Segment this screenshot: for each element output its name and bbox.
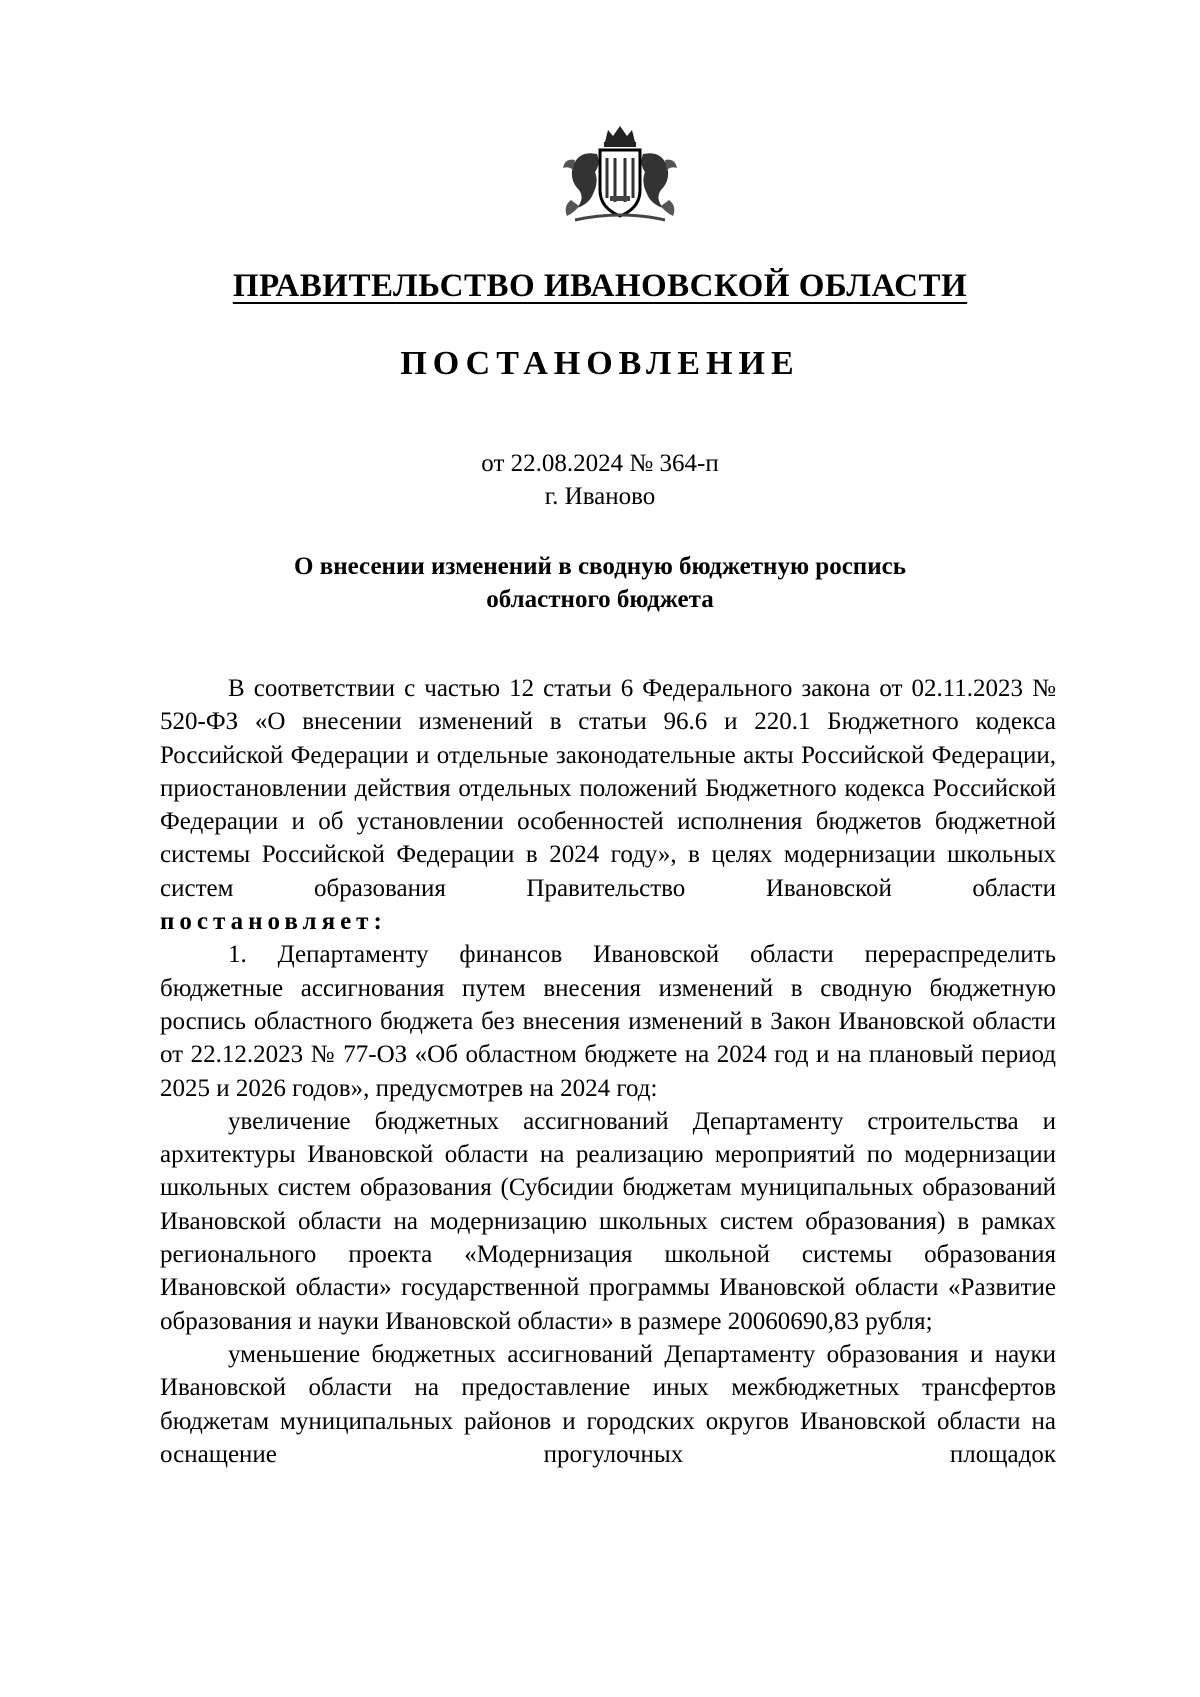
- document-city: г. Иваново: [544, 483, 656, 510]
- decree-word: постановляет: [160, 908, 374, 936]
- increase-paragraph: увеличение бюджетных ассигнований Департаменту строительства и архитектуры Ивановской области на реализацию мероприятий по модернизации школьных систем образования (Субсидии бюджетам муниципальных образований Ивановской области на модернизацию школьных систем образования) в рамках регионального проекта «Модернизация школьной системы образования Ивановской области» государственной программы Ивановской области «Развитие образования и науки Ивановской области» в размере 20060690,83 рубля;: [160, 1107, 1056, 1335]
- document-subject: [0, 550, 1200, 616]
- document-type: ПОСТАНОВЛЕНИЕ: [400, 345, 800, 382]
- decree-line: [160, 905, 1056, 938]
- preamble-paragraph: [160, 672, 1056, 905]
- government-title-text: ПРАВИТЕЛЬСТВО ИВАНОВСКОЙ ОБЛАСТИ: [232, 268, 968, 304]
- document-body: [160, 672, 1056, 1471]
- document-date-number: от 22.08.2024 № 364-п: [481, 450, 719, 477]
- ivanovo-region-coat-of-arms-icon: [555, 120, 685, 230]
- preamble-text: В соответствии с частью 12 статьи 6 Федерального закона от 02.11.2023 № 520-ФЗ «О внесении изменений в статьи 96.6 и 220.1 Бюджетного кодекса Российской Федерации и отдельные законодательные акты Российской Федерации, приостановлении действия отдельных положений Бюджетного кодекса Российской Федерации и об установлении особенностей исполнения бюджетов бюджетной системы Российской Федерации в 2024 году», в целях модернизации школьных систем образования Правительство Ивановской области: [160, 675, 1056, 902]
- government-title: [0, 268, 1200, 305]
- decrease-paragraph: уменьшение бюджетных ассигнований Департаменту образования и науки Ивановской области на предоставление иных межбюджетных трансфертов бюджетам муниципальных районов и городских округов Ивановской области на оснащение прогулочных площадок: [160, 1340, 1056, 1468]
- decree-colon: :: [373, 908, 387, 936]
- subject-line-1: О внесении изменений в сводную бюджетную роспись: [294, 553, 906, 580]
- item-1-paragraph: 1. Департаменту финансов Ивановской области перераспределить бюджетные ассигнования путем внесения изменений в сводную бюджетную роспись областного бюджета без внесения изменений в Закон Ивановской области от 22.12.2023 № 77-ОЗ «Об областном бюджете на 2024 год и на плановый период 2025 и 2026 годов», предусмотрев на 2024 год:: [160, 941, 1056, 1102]
- document-meta: [0, 447, 1200, 513]
- subject-line-2: областного бюджета: [486, 586, 714, 613]
